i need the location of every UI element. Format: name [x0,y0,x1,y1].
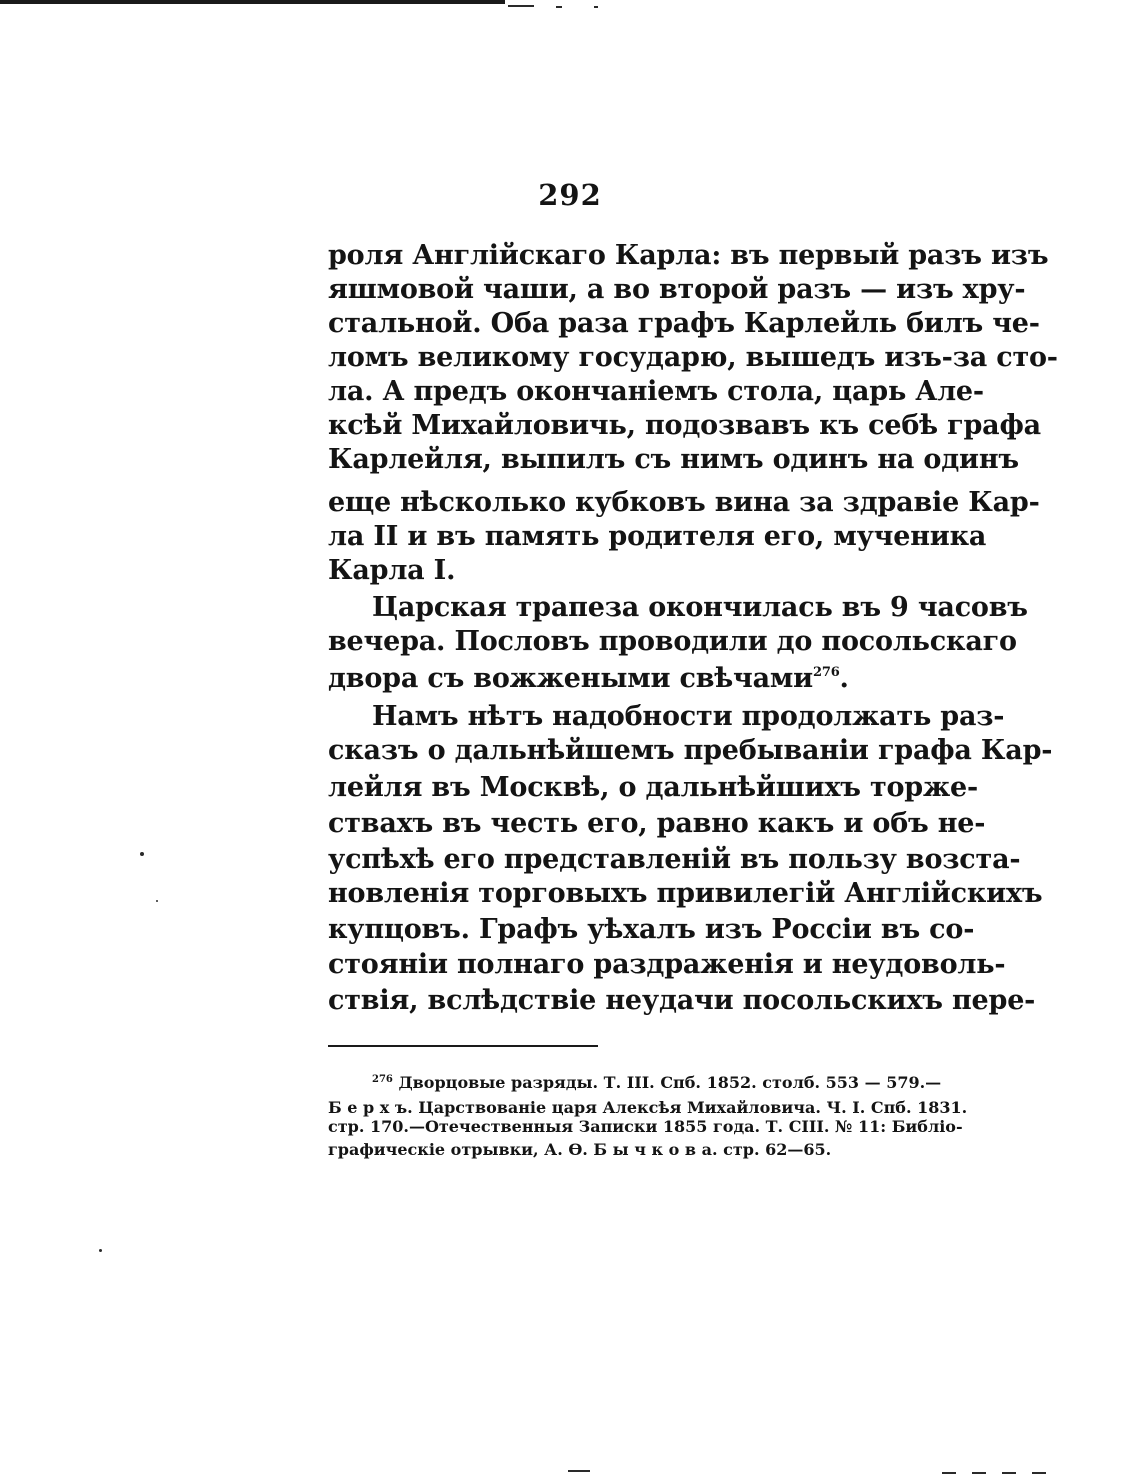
scan-speck [156,900,158,902]
footnote-reference[interactable]: 276 [813,665,840,680]
scan-mark [942,1472,956,1474]
body-line: Карла I. [328,555,456,586]
scan-mark [594,6,598,8]
footnote-divider [328,1045,598,1047]
scan-edge-top [0,0,505,4]
body-line: купцовъ. Графъ уѣхалъ изъ Россіи въ со- [328,914,975,945]
body-line-text: двора съ вожжеными свѣчами [328,663,813,694]
body-line: новленія торговыхъ привилегій Англійскихъ [328,878,1043,909]
body-line: ксѣй Михайловичь, подозвавъ къ себѣ графа [328,410,1041,441]
footnote-line [372,1070,942,1096]
footnote-line: Б е р х ъ. Царствованіе царя Алексѣя Михайловича. Ч. I. Спб. 1831. [328,1098,968,1117]
scan-mark [568,1470,590,1472]
scan-mark [508,5,534,7]
body-line: стальной. Оба раза графъ Карлейль билъ че- [328,308,1040,339]
scan-mark [1002,1472,1016,1474]
body-line: лейля въ Москвѣ, о дальнѣйшихъ торже- [328,772,979,803]
body-line: успѣхѣ его представленій въ пользу возста- [328,844,1021,875]
scan-speck [140,852,144,856]
body-line: Карлейля, выпилъ съ нимъ одинъ на одинъ [328,444,1019,475]
body-line [328,659,918,699]
body-line: Царская трапеза окончилась въ 9 часовъ [372,592,1028,623]
body-line: стояніи полнаго раздраженія и неудоволь- [328,949,1006,980]
footnote-line: стр. 170.—Отечественныя Записки 1855 года. Т. CIII. № 11: Библіо- [328,1117,963,1136]
body-line: ствахъ въ честь его, равно какъ и объ не- [328,808,986,839]
body-line-period: . [839,663,849,694]
footnote-number: 276 [372,1074,393,1085]
page-number: 292 [538,178,602,212]
body-line: ствія, вслѣдствіе неудачи посольскихъ пере- [328,985,1036,1016]
footnote-line-text: Дворцовые разряды. Т. III. Спб. 1852. столб. 553 — 579.— [398,1073,942,1092]
body-line: ла. А предъ окончаніемъ стола, царь Але- [328,376,984,407]
body-line: Намъ нѣтъ надобности продолжать раз- [372,701,1005,732]
body-line: яшмовой чаши, а во второй разъ — изъ хру- [328,274,1026,305]
body-line: сказъ о дальнѣйшемъ пребываніи графа Кар- [328,735,1053,766]
footnote-line: графическіе отрывки, А. Ѳ. Б ы ч к о в а. стр. 62—65. [328,1140,832,1159]
scan-mark [556,6,562,8]
body-line: еще нѣсколько кубковъ вина за здравіе Кар- [328,487,1040,518]
body-line: ла II и въ память родителя его, мученика [328,521,987,552]
body-line: ломъ великому государю, вышедъ изъ-за сто- [328,342,1058,373]
scan-speck [99,1249,102,1252]
scan-mark [1032,1472,1046,1474]
body-line: вечера. Пословъ проводили до посольскаго [328,626,1017,657]
body-line: роля Англійскаго Карла: въ первый разъ изъ [328,240,1049,271]
scan-mark [972,1472,986,1474]
